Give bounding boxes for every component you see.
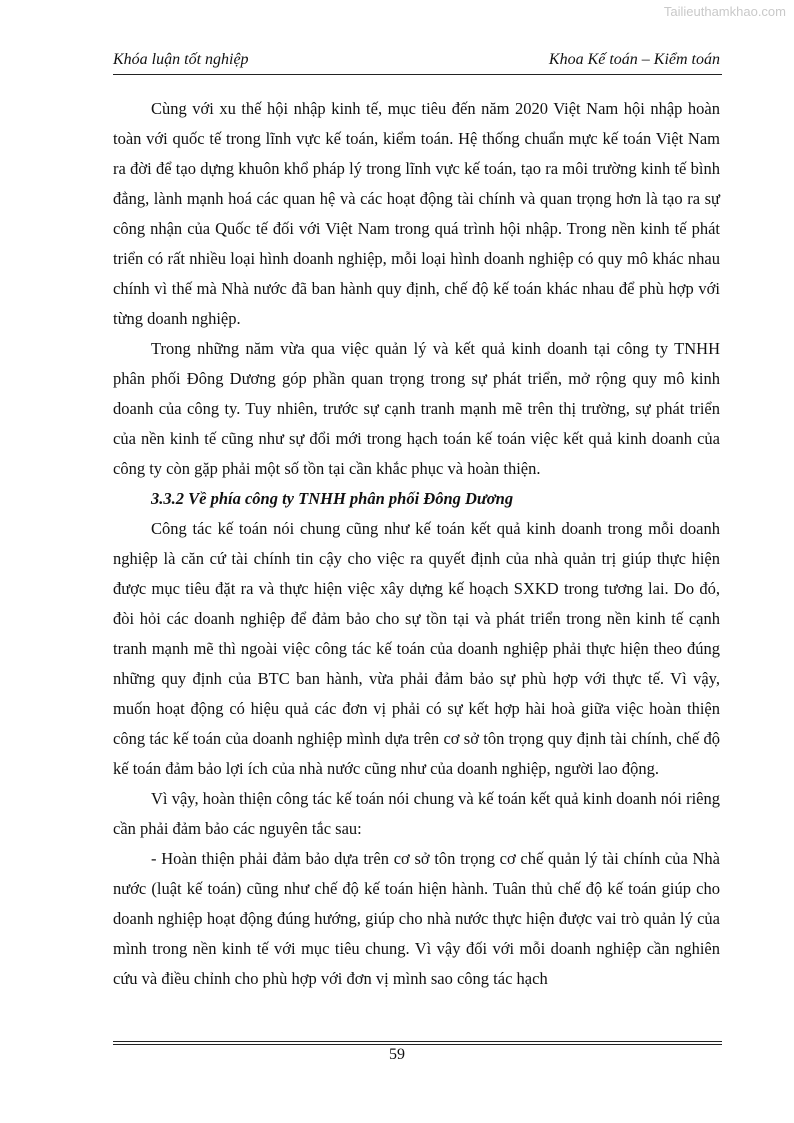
page-number: 59 xyxy=(389,1046,405,1063)
paragraph-2: Trong những năm vừa qua việc quản lý và kết quả kinh doanh tại công ty TNHH phân phối Đông Dương góp phần quan trọng trong sự phát triển, mở rộng quy mô kinh doanh của công ty. Tuy nhiên, trước sự cạnh tranh mạnh mẽ trên thị trường, sự phát triển của nền kinh tế cũng như sự đổi mới trong hạch toán kế toán việc kết quả kinh doanh của công ty còn gặp phải một số tồn tại cần khắc phục và hoàn thiện. xyxy=(113,339,720,478)
header-right: Khoa Kế toán – Kiểm toán xyxy=(548,51,720,68)
paragraph-1: Cùng với xu thế hội nhập kinh tế, mục tiêu đến năm 2020 Việt Nam hội nhập hoàn toàn với quốc tế trong lĩnh vực kế toán, kiểm toán. Hệ thống chuẩn mực kế toán Việt Nam ra đời để tạo dựng khuôn khổ pháp lý trong lĩnh vực kế toán, tạo ra môi trường kinh tế bình đẳng, lành mạnh hoá các quan hệ và các hoạt động tài chính và quan trọng hơn là tạo ra sự công nhận của Quốc tế đối với Việt Nam trong quá trình hội nhập. Trong nền kinh tế phát triển có rất nhiều loại hình doanh nghiệp, mỗi loại hình doanh nghiệp có quy mô khác nhau chính vì thế mà Nhà nước đã ban hành quy định, chế độ kế toán khác nhau để phù hợp với từng doanh nghiệp. xyxy=(113,99,720,328)
paragraph-3: Công tác kế toán nói chung cũng như kế toán kết quả kinh doanh trong mỗi doanh nghiệp là căn cứ tài chính tin cậy cho việc ra quyết định của nhà quản trị giúp thực hiện được mục tiêu đặt ra và thực hiện việc xây dựng kế hoạch SXKD trong tương lai. Do đó, đòi hỏi các doanh nghiệp để đảm bảo cho sự tồn tại và phát triển trong nền kinh tế cạnh tranh mạnh mẽ thì ngoài việc công tác kế toán của doanh nghiệp phải thực hiện theo đúng những quy định của BTC ban hành, vừa phải đảm bảo sự phù hợp với thực tế. Vì vậy, muốn hoạt động có hiệu quả các đơn vị phải có sự kết hợp hài hoà giữa việc hoàn thiện công tác kế toán của doanh nghiệp mình dựa trên cơ sở tôn trọng quy định tài chính, chế độ kế toán đảm bảo lợi ích của nhà nước cũng như của doanh nghiệp, người lao động. xyxy=(113,519,720,778)
header-rule xyxy=(113,74,722,75)
header-left: Khóa luận tốt nghiệp xyxy=(113,51,249,68)
footer-rule xyxy=(113,1041,722,1042)
footer-rule-secondary xyxy=(113,1044,722,1045)
watermark-text: Tailieuthamkhao.com xyxy=(663,4,786,19)
paragraph-5: - Hoàn thiện phải đảm bảo dựa trên cơ sở tôn trọng cơ chế quản lý tài chính của Nhà nước (luật kế toán) cũng như chế độ kế toán hiện hành. Tuân thủ chế độ kế toán giúp cho doanh nghiệp hoạt động đúng hướng, giúp cho nhà nước thực hiện được vai trò quản lý của mình trong nền kinh tế với mục tiêu chung. Vì vậy đối với mỗi doanh nghiệp cần nghiên cứu và điều chỉnh cho phù hợp với đơn vị mình sao công tác hạch xyxy=(113,849,720,988)
document-body xyxy=(113,94,720,994)
paragraph-4: Vì vậy, hoàn thiện công tác kế toán nói chung và kế toán kết quả kinh doanh nói riêng cần phải đảm bảo các nguyên tắc sau: xyxy=(113,789,720,838)
section-heading: 3.3.2 Về phía công ty TNHH phân phối Đông Dương xyxy=(151,489,514,508)
page-header xyxy=(113,50,720,70)
